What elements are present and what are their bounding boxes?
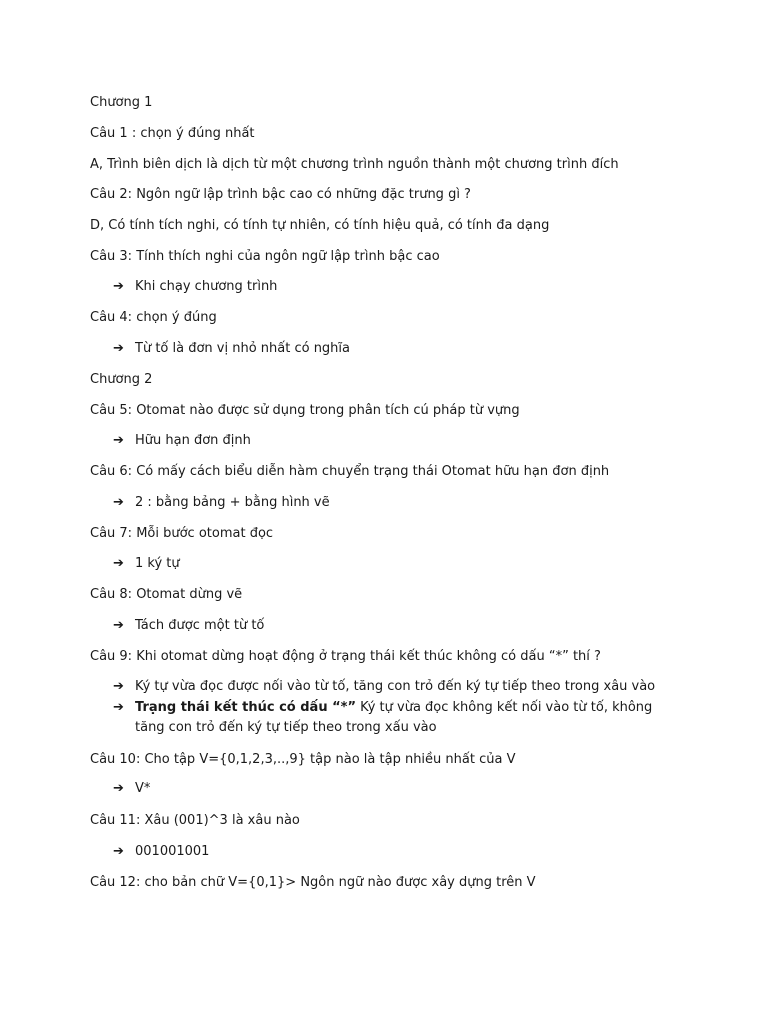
question-10: Câu 10: Cho tập V={0,1,2,3,..,9} tập nào là tập nhiều nhất của V	[90, 752, 516, 767]
question-3: Câu 3: Tính thích nghi của ngôn ngữ lập trình bậc cao	[90, 249, 440, 264]
answer-7-bullet	[113, 554, 673, 574]
arrow-right-icon: ➔	[113, 700, 124, 715]
answer-1: A, Trình biên dịch là dịch từ một chương trình nguồn thành một chương trình đích	[90, 157, 619, 172]
question-1: Câu 1 : chọn ý đúng nhất	[90, 126, 255, 141]
answer-9a: Ký tự vừa đọc được nối vào từ tố, tăng con trỏ đến ký tự tiếp theo trong xâu vào	[135, 679, 656, 694]
answer-11: 001001001	[135, 844, 210, 859]
answer-9b-bullet	[113, 698, 673, 738]
answer-5-bullet	[113, 431, 673, 451]
arrow-right-icon: ➔	[113, 433, 124, 448]
question-8: Câu 8: Otomat dừng vẽ	[90, 587, 243, 602]
answer-11-bullet	[113, 842, 673, 862]
answer-9b-rest: Ký tự vừa đọc không kết nối vào từ tố, không tăng con trỏ đến ký tự tiếp theo trong xấu vào	[135, 700, 653, 735]
answer-3-bullet	[113, 277, 673, 297]
question-5: Câu 5: Otomat nào được sử dụng trong phân tích cú pháp từ vựng	[90, 403, 520, 418]
answer-8: Tách được một từ tố	[135, 618, 265, 633]
arrow-right-icon: ➔	[113, 844, 124, 859]
answer-3: Khi chạy chương trình	[135, 279, 278, 294]
answer-9b	[135, 698, 673, 738]
answer-6-bullet	[113, 493, 673, 513]
answer-9a-bullet	[113, 677, 673, 697]
arrow-right-icon: ➔	[113, 618, 124, 633]
question-9: Câu 9: Khi otomat dừng hoạt động ở trạng thái kết thúc không có dấu “*” thí ?	[90, 649, 601, 664]
question-7: Câu 7: Mỗi bước otomat đọc	[90, 526, 274, 541]
question-2: Câu 2: Ngôn ngữ lập trình bậc cao có những đặc trưng gì ?	[90, 187, 471, 202]
answer-4-bullet	[113, 339, 673, 359]
arrow-right-icon: ➔	[113, 279, 124, 294]
arrow-right-icon: ➔	[113, 679, 124, 694]
chapter-2-heading: Chương 2	[90, 372, 153, 387]
question-4: Câu 4: chọn ý đúng	[90, 310, 217, 325]
chapter-1-heading: Chương 1	[90, 95, 153, 110]
arrow-right-icon: ➔	[113, 495, 124, 510]
answer-10-bullet	[113, 779, 673, 799]
answer-8-bullet	[113, 616, 673, 636]
question-6: Câu 6: Có mấy cách biểu diễn hàm chuyển trạng thái Otomat hữu hạn đơn định	[90, 464, 610, 479]
answer-7: 1 ký tự	[135, 556, 180, 571]
question-11: Câu 11: Xâu (001)^3 là xâu nào	[90, 813, 300, 828]
arrow-right-icon: ➔	[113, 781, 124, 796]
answer-6: 2 : bằng bảng + bằng hình vẽ	[135, 495, 330, 510]
answer-2: D, Có tính tích nghi, có tính tự nhiên, có tính hiệu quả, có tính đa dạng	[90, 218, 550, 233]
answer-4: Từ tố là đơn vị nhỏ nhất có nghĩa	[135, 341, 351, 356]
arrow-right-icon: ➔	[113, 556, 124, 571]
answer-5: Hữu hạn đơn định	[135, 433, 251, 448]
answer-9b-bold-term: Trạng thái kết thúc có dấu “*”	[135, 700, 356, 715]
arrow-right-icon: ➔	[113, 341, 124, 356]
answer-10: V*	[135, 781, 151, 796]
question-12: Câu 12: cho bản chữ V={0,1}> Ngôn ngữ nào được xây dựng trên V	[90, 875, 536, 890]
